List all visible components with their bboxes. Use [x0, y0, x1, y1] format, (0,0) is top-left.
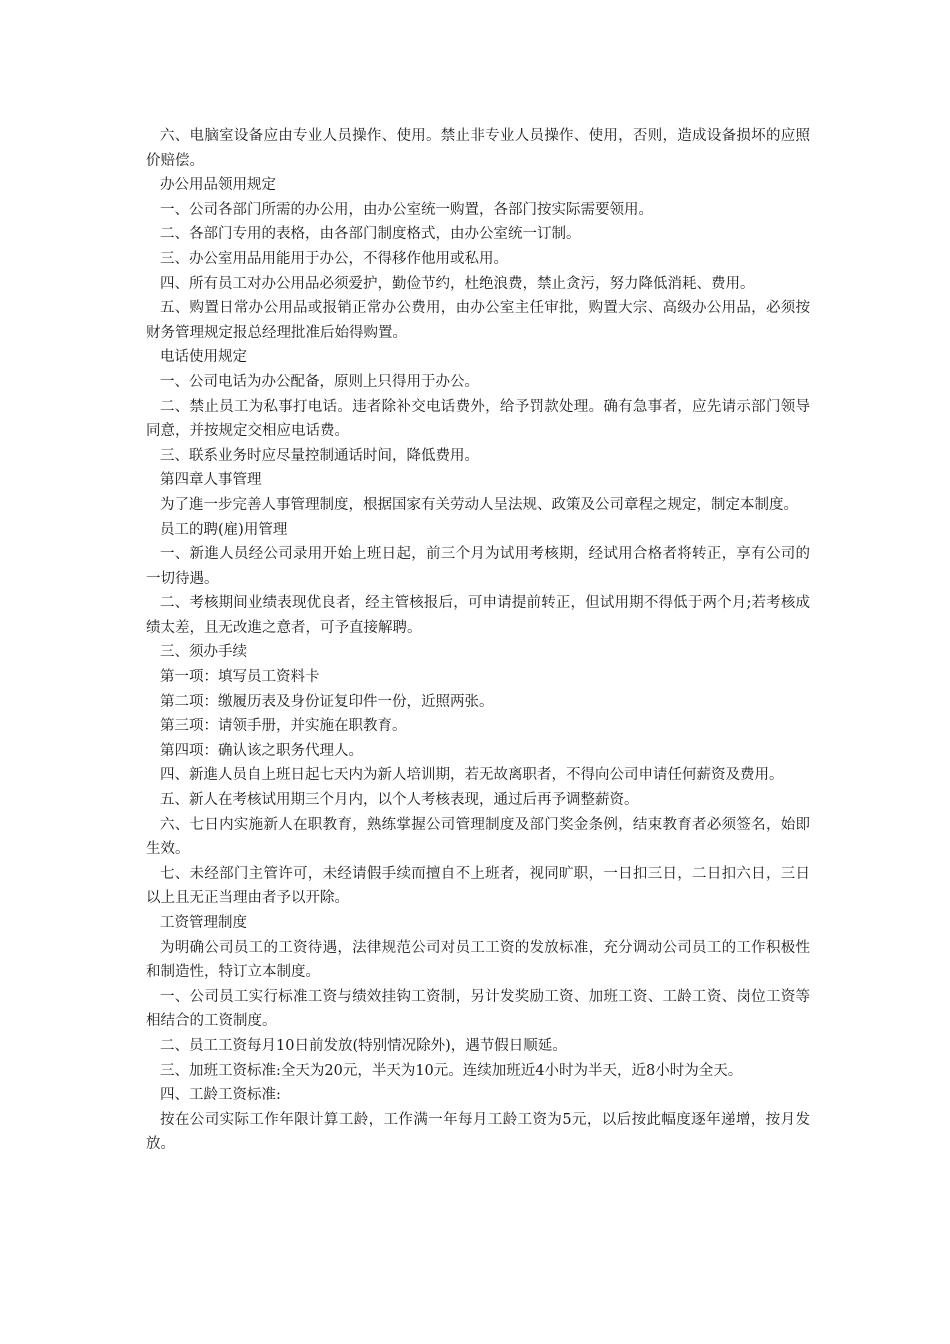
- paragraph: 三、办公室用品用能用于办公，不得移作他用或私用。: [160, 250, 508, 267]
- paragraph: 一、新進人员经公司录用开始上班日起，前三个月为试用考核期，经试用合格者将转正，享有公司的一切待遇。: [146, 546, 810, 587]
- paragraph: 按在公司实际工作年限计算工龄，工作满一年每月工龄工资为5元，以后按此幅度逐年递增，按月发放。: [146, 1111, 810, 1153]
- chapter-heading: 第四章人事管理: [160, 472, 262, 489]
- paragraph: 二、各部门专用的表格，由各部门制度格式，由办公室统一订制。: [160, 226, 581, 243]
- paragraph: 二、员工工资每月10日前发放(特别情况除外)，遇节假日顺延。: [160, 1037, 567, 1054]
- paragraph: 四、工龄工资标准:: [160, 1087, 281, 1104]
- paragraph: 六、电脑室设备应由专业人员操作、使用。禁止非专业人员操作、使用，否则，造成设备损坏的应照价赔偿。: [146, 128, 810, 169]
- section-heading: 办公用品领用规定: [160, 177, 276, 194]
- paragraph: 一、公司电话为办公配备，原则上只得用于办公。: [160, 373, 479, 390]
- paragraph: 为了進一步完善人事管理制度，根据国家有关劳动人呈法规、政策及公司章程之规定，制定本制度。: [160, 496, 798, 513]
- list-item: 第四项：确认该之职务代理人。: [160, 742, 363, 759]
- paragraph: 一、公司员工实行标准工资与绩效挂钩工资制，另计发奖励工资、加班工资、工龄工资、岗位工资等相结合的工资制度。: [146, 988, 810, 1030]
- document-body: [146, 124, 810, 1157]
- paragraph: 四、所有员工对办公用品必须爱护，勤俭节约，杜绝浪费，禁止贪污，努力降低消耗、费用。: [160, 275, 755, 292]
- paragraph: 六、七日内实施新人在职教育，熟练掌握公司管理制度及部门奖金条例，结束教育者必须签名，始即生效。: [146, 816, 810, 858]
- paragraph: 三、须办手续: [160, 644, 247, 661]
- paragraph: 三、联系业务时应尽量控制通话时间，降低费用。: [160, 447, 479, 464]
- paragraph: 四、新進人员自上班日起七天内为新人培训期，若无故离职者，不得向公司申请任何薪资及费用。: [160, 767, 784, 784]
- paragraph: 为明确公司员工的工资待遇，法律规范公司对员工工资的发放标准，充分调动公司员工的工作积极性和制造性，特订立本制度。: [146, 939, 810, 981]
- paragraph: 三、加班工资标准:全天为20元，半天为10元。连续加班近4小时为半天，近8小时为全天。: [160, 1062, 743, 1079]
- paragraph: 二、禁止员工为私事打电话。违者除补交电话费外，给予罚款处理。确有急事者，应先请示部门领导同意，并按规定交相应电话费。: [146, 398, 810, 440]
- paragraph: 五、购置日常办公用品或报销正常办公费用，由办公室主任审批，购置大宗、高级办公用品，必须按财务管理规定报总经理批准后始得购置。: [146, 300, 810, 341]
- section-heading: 员工的聘(雇)用管理: [160, 521, 288, 538]
- paragraph: 五、新人在考核试用期三个月内，以个人考核表现，通过后再予调整薪资。: [160, 792, 639, 809]
- paragraph: 一、公司各部门所需的办公用，由办公室统一购置，各部门按实际需要领用。: [160, 201, 653, 218]
- list-item: 第一项：填写员工资料卡: [160, 669, 320, 686]
- section-heading: 电话使用规定: [160, 349, 247, 366]
- section-heading: 工资管理制度: [160, 915, 247, 931]
- list-item: 第三项：请领手册，并实施在职教育。: [160, 718, 407, 735]
- paragraph: 二、考核期间业绩表现优良者，经主管核报后，可申请提前转正，但试用期不得低于两个月;若考核成绩太差，且无改進之意者，可予直接解聘。: [146, 595, 810, 636]
- list-item: 第二项：缴履历表及身份证复印件一份，近照两张。: [160, 693, 494, 710]
- paragraph: 七、未经部门主管许可，未经请假手续而擅自不上班者，视同旷职，一日扣三日，二日扣六日，三日以上且无正当理由者予以开除。: [146, 865, 810, 907]
